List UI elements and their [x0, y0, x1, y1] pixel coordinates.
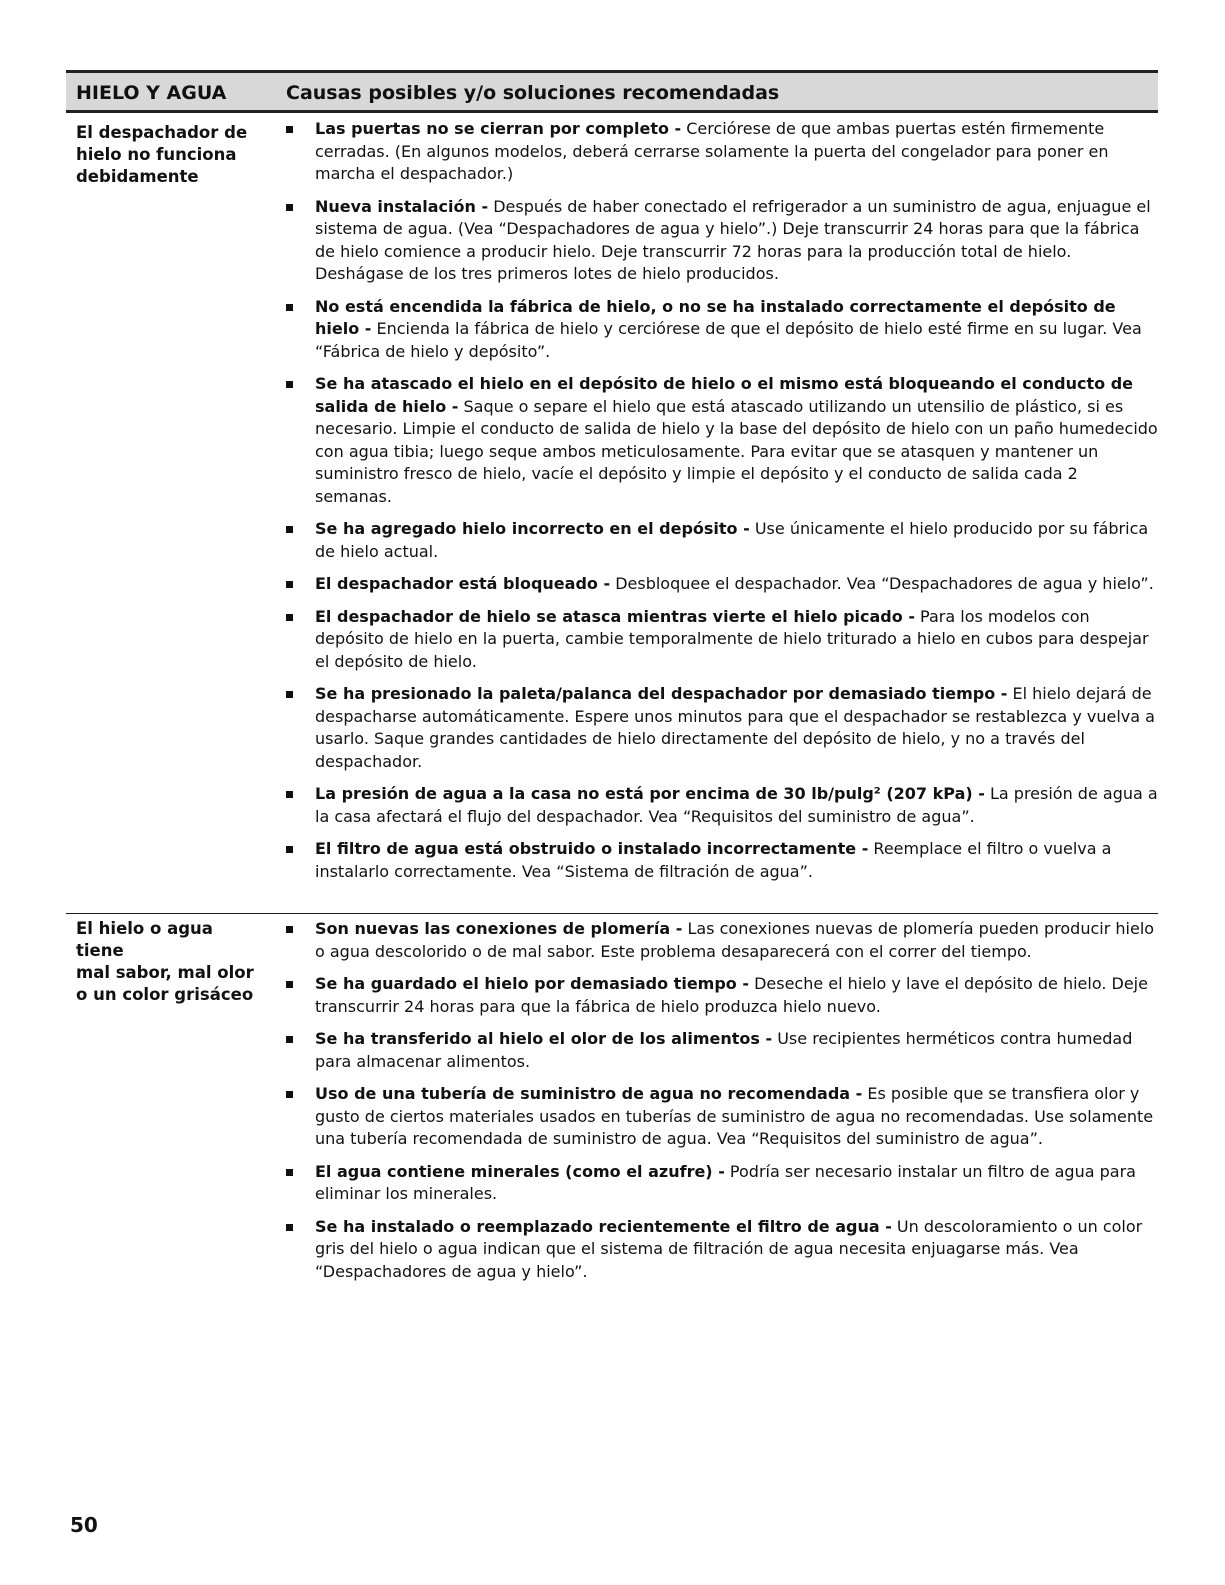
cause-lead: El filtro de agua está obstruido o instalado incorrectamente -	[315, 839, 869, 858]
bullet-icon	[286, 846, 293, 853]
bullet-icon	[286, 581, 293, 588]
cause-lead: Uso de una tubería de suministro de agua no recomendada -	[315, 1084, 863, 1103]
cause-text: Después de haber conectado el refrigerador a un suministro de agua, enjuague el sistema de agua. (Vea “Despachadores de agua y hielo”.) Deje transcurrir 24 horas para que la fábrica de hielo comience a producir hielo. Deje transcurrir 72 horas para la producción total de hielo. Deshágase de los tres primeros lotes de hielo producidos.	[315, 196, 1151, 283]
bullet-icon	[286, 381, 293, 388]
cause-text: Encienda la fábrica de hielo y cerciórese de que el depósito de hielo esté firme en su lugar. Vea “Fábrica de hielo y depósito”.	[315, 319, 1142, 361]
cause-text: La presión de agua a la casa afectará el flujo del despachador. Vea “Requisitos del suministro de agua”.	[315, 784, 1158, 826]
bullet-icon	[286, 1224, 293, 1231]
causes-list	[286, 118, 1158, 893]
cause-text: Las conexiones nuevas de plomería pueden producir hielo o agua descolorido o de mal sabor. Este problema desaparecerá con el correr del tiempo.	[315, 919, 1155, 961]
cause-text: El hielo dejará de despacharse automáticamente. Espere unos minutos para que el despachador se restablezca y vuelva a usarlo. Saque grandes cantidades de hielo directamente del depósito de hielo, y no a través del despachador.	[315, 684, 1155, 771]
page-number: 50	[70, 1513, 98, 1537]
list-item	[286, 118, 1158, 186]
cause-text: Reemplace el filtro o vuelva a instalarlo correctamente. Vea “Sistema de filtración de agua”.	[315, 839, 1112, 881]
cause-lead: Son nuevas las conexiones de plomería -	[315, 919, 683, 938]
cause-lead: Se ha presionado la paleta/palanca del despachador por demasiado tiempo -	[315, 684, 1008, 703]
cause-lead: Se ha guardado el hielo por demasiado tiempo -	[315, 974, 749, 993]
list-item	[286, 1161, 1158, 1206]
bullet-icon	[286, 791, 293, 798]
list-item	[286, 683, 1158, 773]
header-causes: Causas posibles y/o soluciones recomendadas	[286, 82, 780, 104]
cause-text: Cerciórese de que ambas puertas estén firmemente cerradas. (En algunos modelos, deberá cerrarse solamente la puerta del congelador para poner en marcha el despachador.)	[315, 119, 1109, 183]
bullet-icon	[286, 691, 293, 698]
bullet-icon	[286, 614, 293, 621]
cause-text: Para los modelos con depósito de hielo en la puerta, cambie temporalmente de hielo triturado a hielo en cubos para despejar el depósito de hielo.	[315, 606, 1149, 671]
bullet-icon	[286, 1091, 293, 1098]
cause-lead: Se ha atascado el hielo en el depósito de hielo o el mismo está bloqueando el conducto de salida de hielo -	[315, 374, 1133, 416]
cause-text: Deseche el hielo y lave el depósito de hielo. Deje transcurrir 24 horas para que la fábrica de hielo produzca hielo nuevo.	[315, 974, 1148, 1016]
list-item	[286, 196, 1158, 286]
list-item	[286, 973, 1158, 1018]
list-item	[286, 1083, 1158, 1151]
bullet-icon	[286, 1036, 293, 1043]
list-item	[286, 783, 1158, 828]
cause-lead: El agua contiene minerales (como el azufre) -	[315, 1161, 725, 1181]
table-header	[66, 70, 1158, 113]
list-item	[286, 838, 1158, 883]
cause-text: Podría ser necesario instalar un filtro de agua para eliminar los minerales.	[315, 1161, 1136, 1203]
cause-text: Desbloquee el despachador. Vea “Despachadores de agua y hielo”.	[610, 574, 1154, 593]
list-item	[286, 606, 1158, 674]
bullet-icon	[286, 304, 293, 311]
list-item	[286, 373, 1158, 508]
cause-lead: La presión de agua a la casa no está por encima de 30 lb/pulg² (207 kPa) -	[315, 784, 985, 803]
cause-lead: Se ha transferido al hielo el olor de los alimentos -	[315, 1029, 773, 1048]
cause-text: Es posible que se transfiera olor y gusto de ciertos materiales usados en tuberías de suministro de agua no recomendadas. Use solamente una tubería recomendada de suministro de agua. Vea “Requisitos del suministro de agua”.	[315, 1084, 1154, 1148]
cause-text: Use únicamente el hielo producido por su fábrica de hielo actual.	[315, 519, 1149, 561]
cause-lead: Se ha agregado hielo incorrecto en el depósito -	[315, 519, 750, 538]
bullet-icon	[286, 981, 293, 988]
bullet-icon	[286, 526, 293, 533]
list-item	[286, 1216, 1158, 1284]
cause-text: Un descoloramiento o un color gris del hielo o agua indican que el sistema de filtración de agua necesita enjuagarse más. Vea “Despachadores de agua y hielo”.	[315, 1216, 1143, 1281]
cause-lead: Las puertas no se cierran por completo -	[315, 119, 682, 138]
cause-text: Use recipientes herméticos contra humedad para almacenar alimentos.	[315, 1029, 1133, 1071]
cause-lead: El despachador de hielo se atasca mientras vierte el hielo picado -	[315, 606, 915, 626]
list-item	[286, 1028, 1158, 1073]
bullet-icon	[286, 204, 293, 211]
section-title: El hielo o agua tiene mal sabor, mal olor o un color grisáceo	[76, 919, 254, 1004]
bullet-icon	[286, 126, 293, 133]
cause-lead: Nueva instalación -	[315, 196, 489, 216]
list-item	[286, 918, 1158, 963]
bullet-icon	[286, 926, 293, 933]
cause-lead: No está encendida la fábrica de hielo, o no se ha instalado correctamente el depósito de hielo -	[315, 296, 1116, 338]
section-taste-odor	[66, 913, 1158, 1281]
bullet-icon	[286, 1169, 293, 1176]
header-category: HIELO Y AGUA	[76, 82, 227, 104]
causes-list	[286, 918, 1158, 1293]
list-item	[286, 296, 1158, 364]
cause-lead: El despachador está bloqueado -	[315, 574, 611, 593]
cause-text: Saque o separe el hielo que está atascado utilizando un utensilio de plástico, si es necesario. Limpie el conducto de salida de hielo y la base del depósito de hielo con un paño humedecido con agua tibia; luego seque ambos meticulosamente. Para evitar que se atasquen y mantener un suministro fresco de hielo, vacíe el depósito y limpie el depósito y el conducto de salida cada 2 semanas.	[315, 396, 1158, 506]
section-title: El despachador de hielo no funciona debidamente	[76, 123, 248, 186]
list-item	[286, 573, 1158, 596]
cause-lead: Se ha instalado o reemplazado recientemente el filtro de agua -	[315, 1216, 892, 1236]
list-item	[286, 518, 1158, 563]
